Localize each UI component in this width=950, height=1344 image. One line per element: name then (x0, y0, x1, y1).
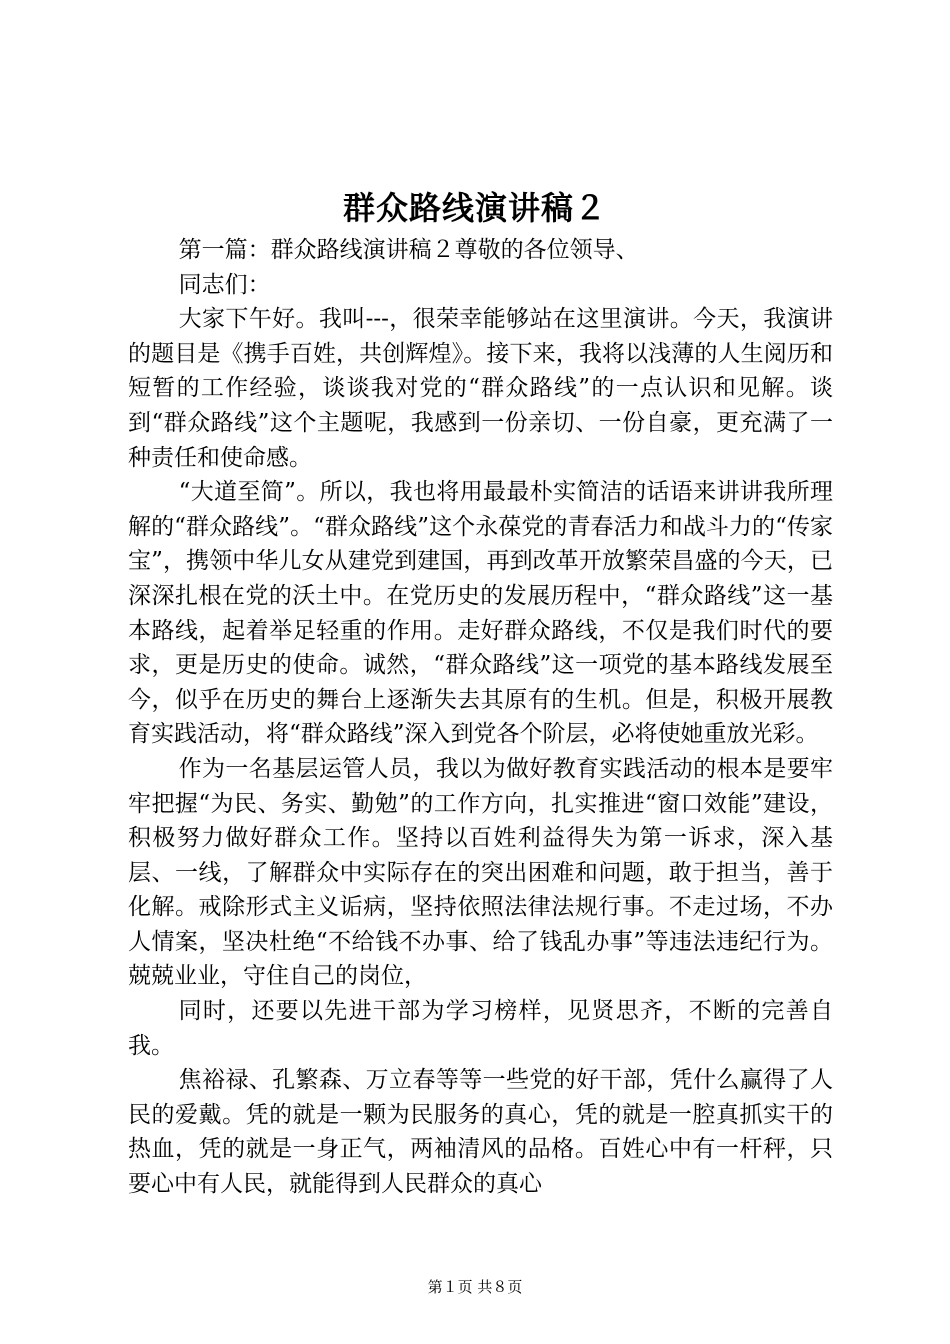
document-body (128, 233, 833, 1202)
paragraph-salutation: 同志们： (178, 271, 271, 298)
paragraph: “大道至简”。所以，我也将用最最朴实简洁的话语来讲讲我所理解的“群众路线”。“群众路线”这个永葆党的青春活力和战斗力的“传家宝”，携领中华儿女从建党到建国，再到改革开放繁荣昌盛的今天，已深深扎根在党的沃土中。在党历史的发展历程中，“群众路线”这一基本路线，起着举足轻重的作用。走好群众路线，不仅是我们时代的要求，更是历史的使命。诚然，“群众路线”这一项党的基本路线发展至今，似乎在历史的舞台上逐渐失去其原有的生机。但是，积极开展教育实践活动，将“群众路线”深入到党各个阶层，必将使她重放光彩。 (128, 479, 833, 748)
paragraph: 作为一名基层运管人员，我以为做好教育实践活动的根本是要牢牢把握“为民、务实、勤勉”的工作方向，扎实推进“窗口效能”建设，积极努力做好群众工作。坚持以百姓利益得失为第一诉求，深入基层、一线，了解群众中实际存在的突出困难和问题，敢于担当，善于化解。戒除形式主义诟病，坚持依照法律法规行事。不走过场，不办人情案，坚决杜绝“不给钱不办事、给了钱乱办事”等违法违纪行为。兢兢业业，守住自己的岗位， (128, 755, 833, 990)
document-title: 群众路线演讲稿２ (342, 189, 607, 227)
paragraph: 焦裕禄、孔繁森、万立春等等一些党的好干部，凭什么赢得了人民的爱戴。凭的就是一颗为民服务的真心，凭的就是一腔真抓实干的热血，凭的就是一身正气，两袖清风的品格。百姓心中有一杆秤，只要心中有人民，就能得到人民群众的真心 (128, 1067, 833, 1198)
page-footer: 第１页 共８页 (427, 1278, 523, 1296)
paragraph-heading: 第一篇：群众路线演讲稿２尊敬的各位领导、 (178, 237, 639, 263)
paragraph: 大家下午好。我叫---，很荣幸能够站在这里演讲。今天，我演讲的题目是《携手百姓，共创辉煌》。接下来，我将以浅薄的人生阅历和短暂的工作经验，谈谈我对党的“群众路线”的一点认识和见解。谈到“群众路线”这个主题呢，我感到一份亲切、一份自豪，更充满了一种责任和使命感。 (128, 306, 833, 471)
paragraph: 同时，还要以先进干部为学习榜样，见贤思齐，不断的完善自我。 (128, 998, 833, 1059)
